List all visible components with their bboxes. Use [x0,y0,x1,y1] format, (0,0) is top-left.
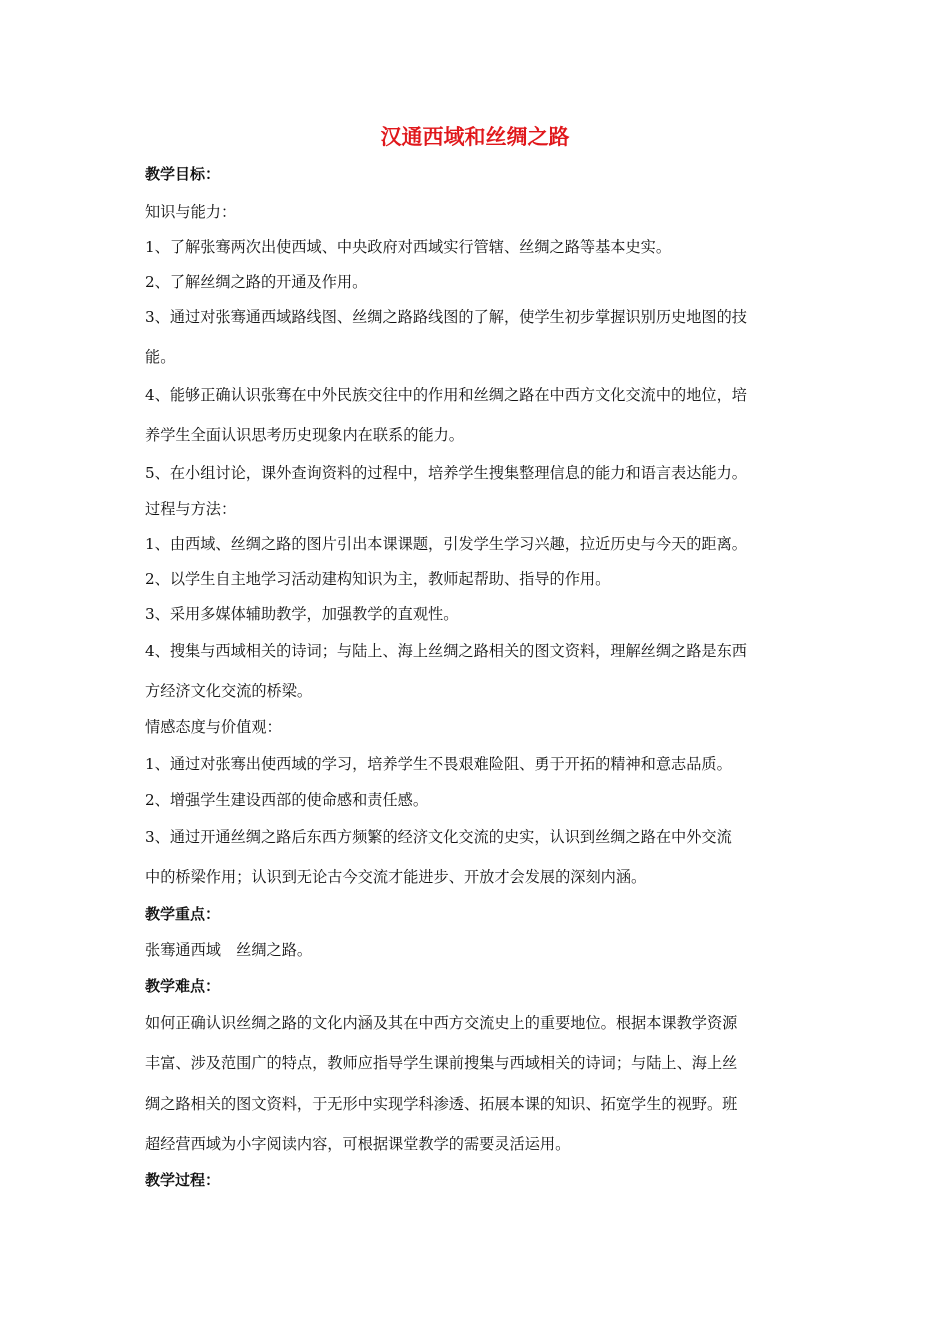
teaching-process-heading: 教学过程： [145,1171,221,1189]
emotion-heading: 情感态度与价值观： [145,718,282,736]
document-title: 汉通西域和丝绸之路 [380,125,570,149]
difficulty-line-2: 丰富、涉及范围广的特点，教师应指导学生课前搜集与西域相关的诗词；与陆上、海上丝 [145,1054,738,1072]
knowledge-item-3: 3、通过对张骞通西域路线图、丝绸之路路线图的了解，使学生初步掌握识别历史地图的技 [145,308,747,326]
knowledge-item-5: 5、在小组讨论，课外查询资料的过程中，培养学生搜集整理信息的能力和语言表达能力。 [145,464,747,482]
key-points-text: 张骞通西域 丝绸之路。 [145,941,313,959]
knowledge-item-4: 4、能够正确认识张骞在中外民族交往中的作用和丝绸之路在中西方文化交流中的地位，培 [145,386,747,404]
difficulty-heading: 教学难点： [145,977,221,995]
process-item-2: 2、以学生自主地学习活动建构知识为主，教师起帮助、指导的作用。 [145,570,611,588]
process-item-3: 3、采用多媒体辅助教学，加强教学的直观性。 [145,605,459,623]
emotion-item-3: 3、通过开通丝绸之路后东西方频繁的经济文化交流的史实，认识到丝绸之路在中外交流 [145,828,732,846]
knowledge-item-2: 2、了解丝绸之路的开通及作用。 [145,273,368,291]
difficulty-line-1: 如何正确认识丝绸之路的文化内涵及其在中西方交流史上的重要地位。根据本课教学资源 [145,1014,738,1032]
difficulty-line-3: 绸之路相关的图文资料，于无形中实现学科渗透、拓展本课的知识、拓宽学生的视野。班 [145,1095,738,1113]
difficulty-line-4: 超经营西域为小字阅读内容，可根据课堂教学的需要灵活运用。 [145,1135,571,1153]
process-item-4-cont: 方经济文化交流的桥梁。 [145,682,313,700]
emotion-item-2: 2、增强学生建设西部的使命感和责任感。 [145,791,429,809]
emotion-item-1: 1、通过对张骞出使西域的学习，培养学生不畏艰难险阻、勇于开拓的精神和意志品质。 [145,755,732,773]
knowledge-item-4-cont: 养学生全面认识思考历史现象内在联系的能力。 [145,426,464,444]
process-item-1: 1、由西域、丝绸之路的图片引出本课课题，引发学生学习兴趣，拉近历史与今天的距离。 [145,535,747,553]
key-points-heading: 教学重点： [145,905,221,923]
goals-heading: 教学目标： [145,165,221,183]
knowledge-heading: 知识与能力： [145,203,237,221]
process-item-4: 4、搜集与西域相关的诗词；与陆上、海上丝绸之路相关的图文资料，理解丝绸之路是东西 [145,642,747,660]
process-heading: 过程与方法： [145,500,237,518]
knowledge-item-3-cont: 能。 [145,348,176,366]
knowledge-item-1: 1、了解张骞两次出使西域、中央政府对西域实行管辖、丝绸之路等基本史实。 [145,238,672,256]
emotion-item-3-cont: 中的桥梁作用；认识到无论古今交流才能进步、开放才会发展的深刻内涵。 [145,868,647,886]
